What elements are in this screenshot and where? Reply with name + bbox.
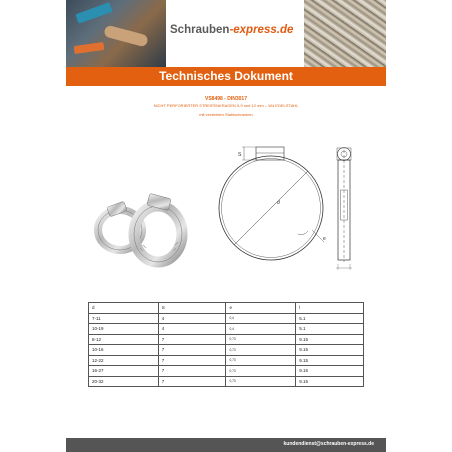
spec-table [88, 302, 364, 387]
cell-s: 4 [158, 324, 226, 335]
cell-s: 7 [158, 355, 226, 366]
cell-d: 12-22 [89, 355, 159, 366]
table-row [89, 334, 364, 345]
col-header-l: l [296, 303, 364, 314]
table-row [89, 366, 364, 377]
product-standard: VS8498 - DIN3017 [205, 96, 247, 102]
cell-s: 7 [158, 334, 226, 345]
dim-label-s: S [238, 152, 242, 158]
dim-label-d: d [277, 200, 280, 206]
cell-l: 5.1 [296, 324, 364, 335]
col-header-e: e [226, 303, 296, 314]
cell-e: 0,73 [226, 334, 296, 345]
cell-e: 0,73 [226, 355, 296, 366]
cell-s: 7 [158, 366, 226, 377]
footer-bar [66, 438, 386, 452]
cell-l: 9.15 [296, 355, 364, 366]
cell-d: 7-11 [89, 313, 159, 324]
cell-d: 10-19 [89, 324, 159, 335]
cell-s: 7 [158, 345, 226, 356]
brand-logo [170, 24, 293, 36]
cell-l: 9.15 [296, 366, 364, 377]
hose-clamp-photo [90, 190, 190, 270]
dim-label-e: e [323, 236, 326, 242]
product-subnote: mit verzinkten Stahlschrauben [199, 112, 253, 117]
table-header-row [89, 303, 364, 314]
col-header-s: S [158, 303, 226, 314]
cell-e: 0,4 [226, 324, 296, 335]
page-title: Technisches Dokument [159, 69, 293, 83]
cell-l: 9.15 [296, 376, 364, 387]
cell-e: 0,73 [226, 366, 296, 377]
cell-s: 4 [158, 313, 226, 324]
cell-l: 5.1 [296, 313, 364, 324]
logo-text-domain: -express.de [229, 24, 294, 36]
cell-e: 0,4 [226, 313, 296, 324]
cell-d: 20-32 [89, 376, 159, 387]
table-row [89, 324, 364, 335]
footer-email-link[interactable]: kundendienst@schrauben-express.de [283, 441, 374, 447]
table-row [89, 355, 364, 366]
document-page [66, 0, 386, 452]
product-description: NICHT PERFORIERTER STREIFENKRAGEN 5,9 und 12 mm – W4 EDELSTAHL [153, 103, 299, 108]
cell-l: 9.15 [296, 345, 364, 356]
cell-e: 0,73 [226, 345, 296, 356]
logo-area [166, 0, 304, 67]
cell-e: 0,73 [226, 376, 296, 387]
table-row [89, 313, 364, 324]
cell-s: 7 [158, 376, 226, 387]
tools-photo [66, 0, 166, 67]
cell-l: 9.15 [296, 334, 364, 345]
title-bar [66, 67, 386, 86]
cell-d: 10-16 [89, 345, 159, 356]
cell-d: 8-12 [89, 334, 159, 345]
table-row [89, 376, 364, 387]
col-header-d: d [89, 303, 159, 314]
table-row [89, 345, 364, 356]
logo-text-main: Schrauben [170, 24, 230, 36]
screws-photo [304, 0, 386, 67]
header-banner [66, 0, 386, 67]
technical-drawing [206, 130, 361, 275]
cell-d: 16-27 [89, 366, 159, 377]
